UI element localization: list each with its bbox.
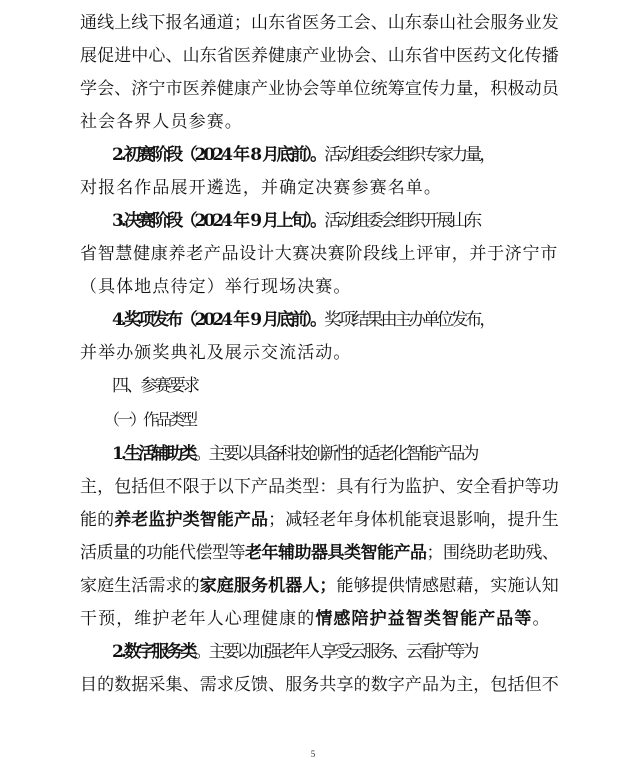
text-segment: 活动组委会组织专家力量，: [324, 145, 494, 165]
text-line: [80, 78, 560, 100]
category-title: 2.数字服务类: [112, 642, 195, 662]
text-segment: 活质量的功能代偿型等: [80, 543, 245, 563]
stage-preliminary-title: 2.初赛阶段（2024 年 8 月底前）。: [112, 145, 325, 165]
text-segment: 能的: [80, 510, 115, 530]
text-segment: ；减轻老年身体机能衰退影响，提升生: [268, 510, 559, 530]
category-title: 1.生活辅助类: [112, 444, 195, 464]
stage-preliminary: [112, 144, 592, 166]
text-line: [80, 276, 560, 298]
text-segment: 。主要以加强老年人享受云服务、云看护等为: [194, 642, 477, 662]
text-segment: 干预，维护老年人心理健康的: [80, 609, 316, 629]
text-segment: （具体地点待定）举行现场决赛。: [80, 277, 352, 297]
stage-award-title: 4.奖项发布（2024 年 9 月底前）。: [112, 310, 325, 330]
text-segment: 学会、济宁市医养健康产业协会等单位统筹宣传力量，积极动员: [80, 79, 559, 99]
text-line: [80, 509, 560, 531]
bold-term: 家庭服务机器人；: [199, 576, 337, 596]
text-line: [80, 111, 560, 133]
bold-term: 养老监护类智能产品: [114, 510, 269, 530]
subsection-heading: [104, 409, 584, 431]
text-line: [80, 342, 560, 364]
category-digital-service: [112, 641, 592, 663]
text-line: [80, 674, 560, 696]
text-line: [80, 542, 560, 564]
text-segment: 对报名作品展开遴选，并确定决赛参赛名单。: [80, 178, 442, 198]
text-line: [80, 608, 560, 630]
text-segment: ；围绕助老助残、: [426, 543, 559, 563]
subsection-heading-text: （一）作品类型: [104, 410, 196, 429]
text-segment: 社会各界人员参赛。: [80, 112, 243, 132]
text-segment: 。: [532, 609, 551, 629]
text-segment: 能够提供情感慰藉，实施认知: [336, 576, 559, 596]
text-segment: 省智慧健康养老产品设计大赛决赛阶段线上评审，并于济宁市: [80, 244, 558, 264]
section-heading-text: 四、参赛要求: [112, 376, 198, 396]
text-line: [80, 12, 560, 34]
text-line: [80, 177, 560, 199]
text-segment: 展促进中心、山东省医养健康产业协会、山东省中医药文化传播: [80, 46, 559, 66]
section-heading: [112, 375, 592, 397]
text-segment: 。主要以具备科技创新性的适老化智能产品为: [194, 444, 477, 464]
text-line: [80, 575, 560, 597]
bold-term: 老年辅助器具类智能产品: [245, 543, 427, 563]
text-line: [80, 45, 560, 67]
category-life-assist: [112, 443, 592, 465]
text-segment: 并举办颁奖典礼及展示交流活动。: [80, 343, 352, 363]
text-segment: 目的数据采集、需求反馈、服务共享的数字产品为主，包括但不: [80, 675, 559, 695]
text-line: [80, 243, 560, 265]
text-segment: 活动组委会组织开展山东: [324, 211, 480, 231]
stage-final-title: 3.决赛阶段（2024 年 9 月上旬）。: [112, 211, 325, 231]
text-line: [80, 476, 560, 498]
bold-term: 情感陪护益智类智能产品等: [315, 609, 533, 629]
text-segment: 主，包括但不限于以下产品类型：具有行为监护、安全看护等功: [80, 477, 559, 497]
stage-final: [112, 210, 592, 232]
page-number: 5: [310, 749, 316, 759]
text-segment: 通线上线下报名通道；山东省医务工会、山东泰山社会服务业发: [80, 13, 559, 33]
text-segment: 奖项结果由主办单位发布，: [324, 310, 494, 330]
text-segment: 家庭生活需求的: [80, 576, 200, 596]
stage-award: [112, 309, 592, 331]
